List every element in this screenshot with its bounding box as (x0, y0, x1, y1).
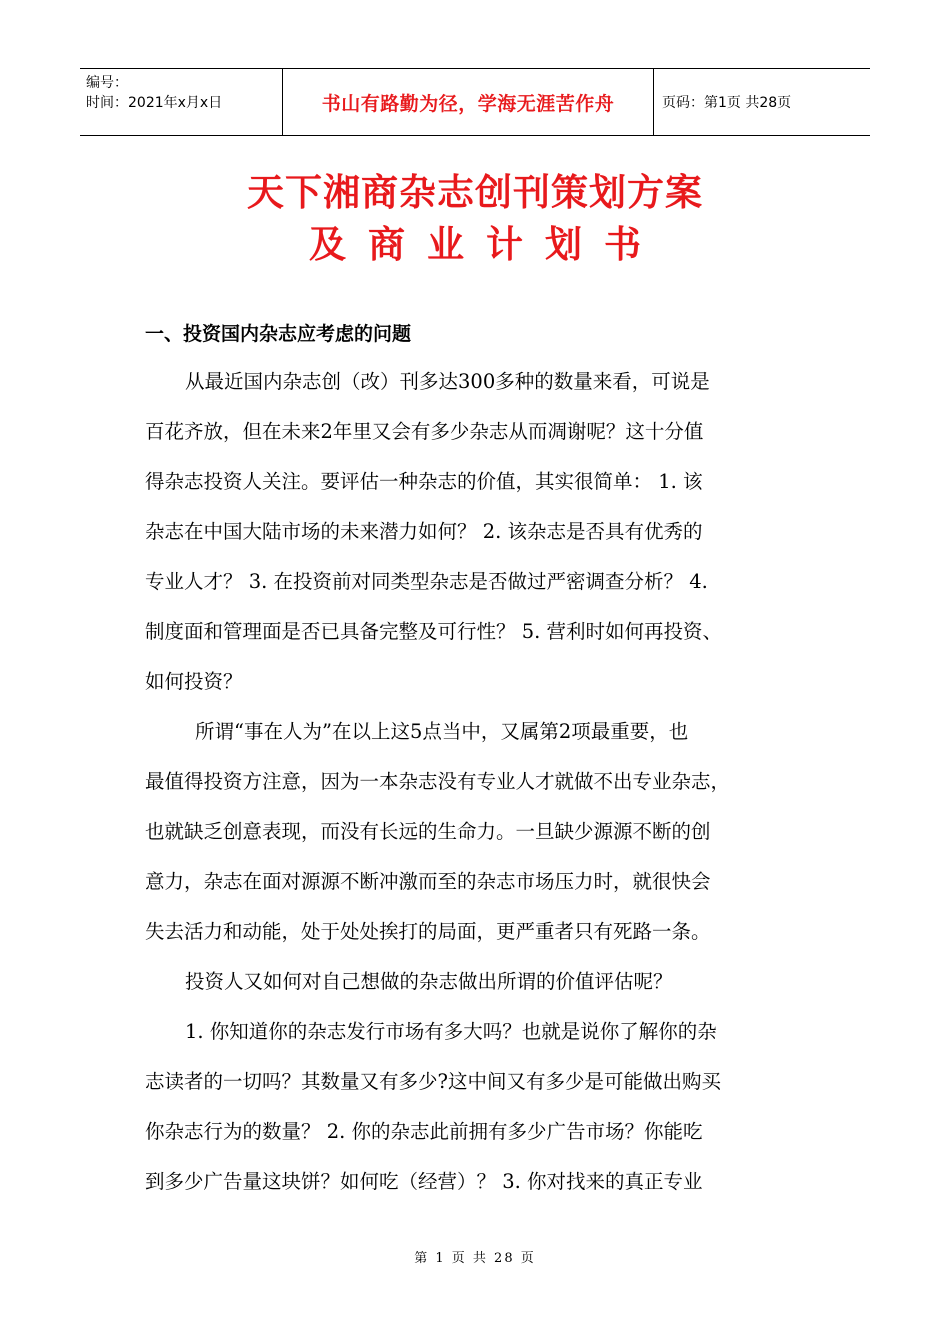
paragraph-line: 从最近国内杂志创（改）刊多达300多种的数量来看，可说是 (185, 370, 710, 393)
paragraph-line: 你杂志行为的数量？ 2. 你的杂志此前拥有多少广告市场？你能吃 (145, 1120, 703, 1143)
serial-number-label: 编号： (86, 75, 128, 91)
header-page-info: 页码：第1页 共28页 (662, 95, 792, 111)
section-heading: 一、投资国内杂志应考虑的问题 (145, 323, 412, 345)
paragraph-line: 专业人才？ 3. 在投资前对同类型杂志是否做过严密调查分析？ 4. (145, 570, 708, 593)
paragraph-line: 最值得投资方注意，因为一本杂志没有专业人才就做不出专业杂志， (145, 770, 731, 793)
document-title-line-2: 及商业计划书 (309, 223, 663, 266)
paragraph-1 (145, 357, 825, 707)
paragraph-line: 所谓“事在人为”在以上这5点当中，又属第2项最重要，也 (195, 720, 689, 743)
paragraph-line: 也就缺乏创意表现，而没有长远的生命力。一旦缺少源源不断的创 (145, 820, 711, 843)
paragraph-line: 百花齐放，但在未来2年里又会有多少杂志从而凋谢呢？这十分值 (145, 420, 704, 443)
paragraph-line: 意力，杂志在面对源源不断冲激而至的杂志市场压力时，就很快会 (145, 870, 711, 893)
paragraph-2 (145, 707, 825, 957)
paragraph-line: 志读者的一切吗？其数量又有多少?这中间又有多少是可能做出购买 (145, 1070, 721, 1093)
paragraph-line: 如何投资？ (145, 670, 243, 693)
document-header (80, 68, 870, 136)
paragraph-line: 杂志在中国大陆市场的未来潜力如何？ 2. 该杂志是否具有优秀的 (145, 520, 703, 543)
paragraph-line: 制度面和管理面是否已具备完整及可行性？ 5. 营利时如何再投资、 (145, 620, 723, 643)
paragraph-line: 失去活力和动能，处于处处挨打的局面，更严重者只有死路一条。 (145, 920, 711, 943)
paragraph-4 (145, 1007, 825, 1207)
paragraph-line: 投资人又如何对自己想做的杂志做出所谓的价值评估呢？ (185, 970, 673, 993)
document-title-line-1: 天下湘商杂志创刊策划方案 (247, 171, 703, 214)
paragraph-line: 到多少广告量这块饼？如何吃（经营）？ 3. 你对找来的真正专业 (145, 1170, 703, 1193)
header-meta (80, 69, 282, 135)
paragraph-line: 1. 你知道你的杂志发行市场有多大吗？也就是说你了解你的杂 (185, 1020, 717, 1043)
paragraph-3 (145, 957, 825, 1007)
header-motto: 书山有路勤为径，学海无涯苦作舟 (282, 69, 654, 135)
date-label: 时间：2021年x月x日 (86, 95, 223, 111)
document-body (145, 316, 825, 1207)
paragraph-line: 得杂志投资人关注。要评估一种杂志的价值，其实很简单： 1. 该 (145, 470, 703, 493)
page-footer: 第 1 页 共 28 页 (414, 1251, 536, 1266)
